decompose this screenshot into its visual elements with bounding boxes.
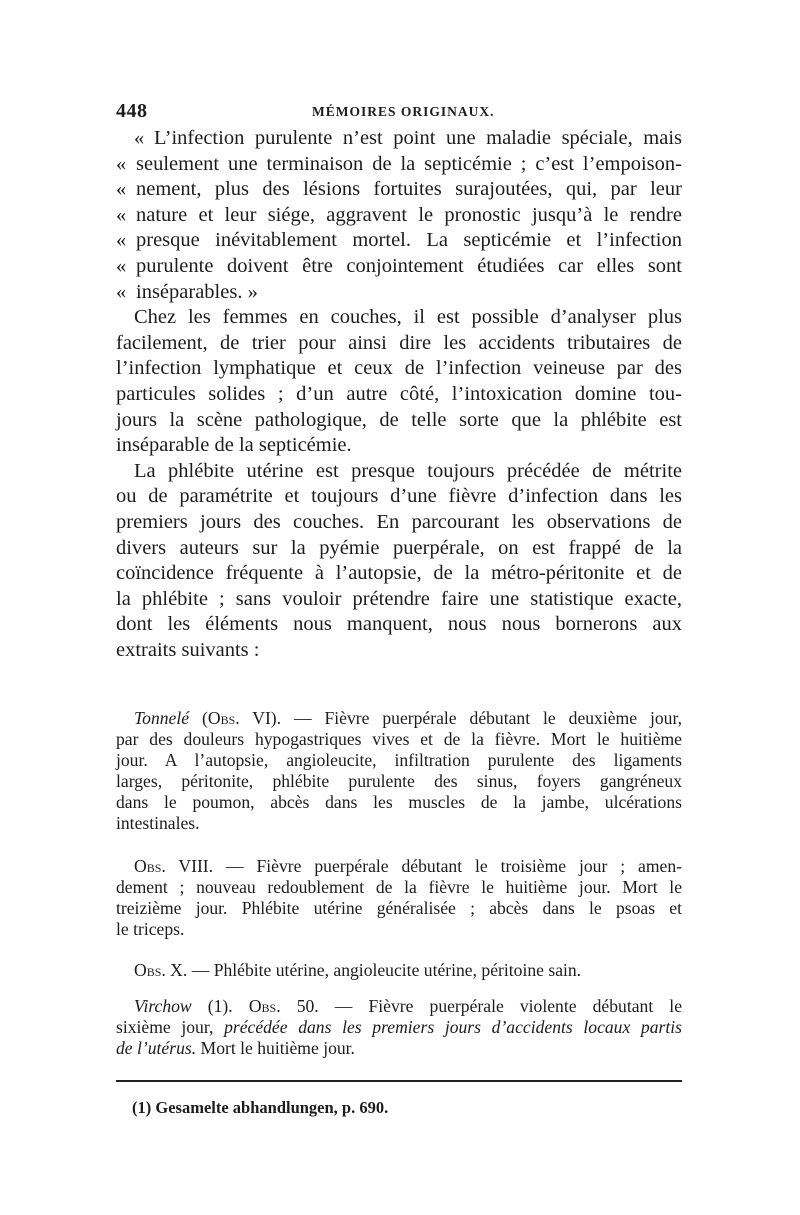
- text-line: extraits suivants :: [116, 638, 260, 661]
- quote-line: « nement, plus des lésions fortuites surajoutées, qui, par leur: [116, 178, 682, 201]
- obs-line: treizième jour. Phlébite utérine généralisée ; abcès dans le psoas et: [116, 898, 682, 918]
- text-line: ou de paramétrite et toujours d’une fièvre d’infection dans les: [116, 485, 682, 508]
- obs-line: le triceps.: [116, 919, 185, 939]
- text-line: particules solides ; d’un autre côté, l’intoxication domine tou-: [116, 382, 682, 405]
- obs-line: Obs. VIII. — Fièvre puerpérale débutant le troisième jour ; amen-: [134, 856, 682, 876]
- text-line: inséparable de la septicémie.: [116, 434, 352, 457]
- quote-line: « seulement une terminaison de la septicémie ; c’est l’empoison-: [116, 152, 682, 175]
- obs-line: par des douleurs hypogastriques vives et de la fièvre. Mort le huitième: [116, 729, 682, 749]
- obs-line: sixième jour, précédée dans les premiers jours d’accidents locaux partis: [116, 1017, 682, 1037]
- text-line: la phlébite ; sans vouloir prétendre faire une statistique exacte,: [116, 587, 682, 610]
- observation-x: [116, 960, 682, 981]
- footnote-rule: [116, 1080, 682, 1082]
- running-header: [116, 100, 680, 126]
- obs-line: de l’utérus. Mort le huitième jour.: [116, 1038, 355, 1058]
- quote-line: « L’infection purulente n’est point une maladie spéciale, mais: [134, 127, 682, 149]
- observation-tonnele: [116, 708, 682, 834]
- quote-line: « presque inévitablement mortel. La septicémie et l’infection: [116, 229, 682, 252]
- footnote: (1) Gesamelte abhandlungen, p. 690.: [132, 1098, 389, 1117]
- quote-line: « purulente doivent être conjointement étudiées car elles sont: [116, 254, 682, 277]
- paragraph: [116, 459, 682, 664]
- text-line: premiers jours des couches. En parcourant les observations de: [116, 510, 682, 533]
- paragraph: [116, 305, 682, 459]
- text-line: jours la scène pathologique, de telle sorte que la phlébite est: [116, 408, 682, 431]
- quote-block: [116, 126, 682, 305]
- obs-line: Tonnelé (Obs. VI). — Fièvre puerpérale débutant le deuxième jour,: [134, 708, 682, 728]
- quote-line: « inséparables. »: [116, 280, 258, 303]
- body-text: [116, 126, 682, 663]
- obs-line: dans le poumon, abcès dans les muscles de la jambe, ulcérations: [116, 792, 682, 812]
- footnote-reference: (1).: [207, 996, 233, 1016]
- author-name: Virchow: [134, 996, 192, 1016]
- author-name: Tonnelé: [134, 708, 190, 728]
- observation-virchow: [116, 996, 682, 1059]
- obs-line: Virchow (1). Obs. 50. — Fièvre puerpérale violente débutant le: [134, 996, 683, 1016]
- text-line: La phlébite utérine est presque toujours précédée de métrite: [134, 459, 682, 482]
- obs-line: intestinales.: [116, 813, 200, 833]
- obs-line: larges, péritonite, phlébite purulente des sinus, foyers gangréneux: [116, 771, 682, 791]
- observation-viii: [116, 856, 682, 940]
- obs-line: dement ; nouveau redoublement de la fièvre le huitième jour. Mort le: [116, 877, 682, 897]
- text-line: Chez les femmes en couches, il est possible d’analyser plus: [134, 306, 682, 329]
- quote-line: « nature et leur siége, aggravent le pronostic jusqu’à le rendre: [116, 203, 682, 226]
- text-line: l’infection lymphatique et ceux de l’infection veineuse par des: [116, 357, 682, 380]
- text-line: dont les éléments nous manquent, nous nous bornerons aux: [116, 613, 682, 636]
- obs-line: jour. A l’autopsie, angioleucite, infiltration purulente des ligaments: [116, 750, 682, 770]
- text-line: divers auteurs sur la pyémie puerpérale, on est frappé de la: [116, 536, 682, 559]
- obs-line: Obs. X. — Phlébite utérine, angioleucite utérine, péritoine sain.: [134, 960, 582, 980]
- running-title: MÉMOIRES ORIGINAUX.: [312, 104, 495, 119]
- text-line: coïncidence fréquente à l’autopsie, de la métro-péritonite et de: [116, 562, 682, 585]
- text-line: facilement, de trier pour ainsi dire les accidents tributaires de: [116, 331, 682, 354]
- page-number: 448: [116, 100, 148, 122]
